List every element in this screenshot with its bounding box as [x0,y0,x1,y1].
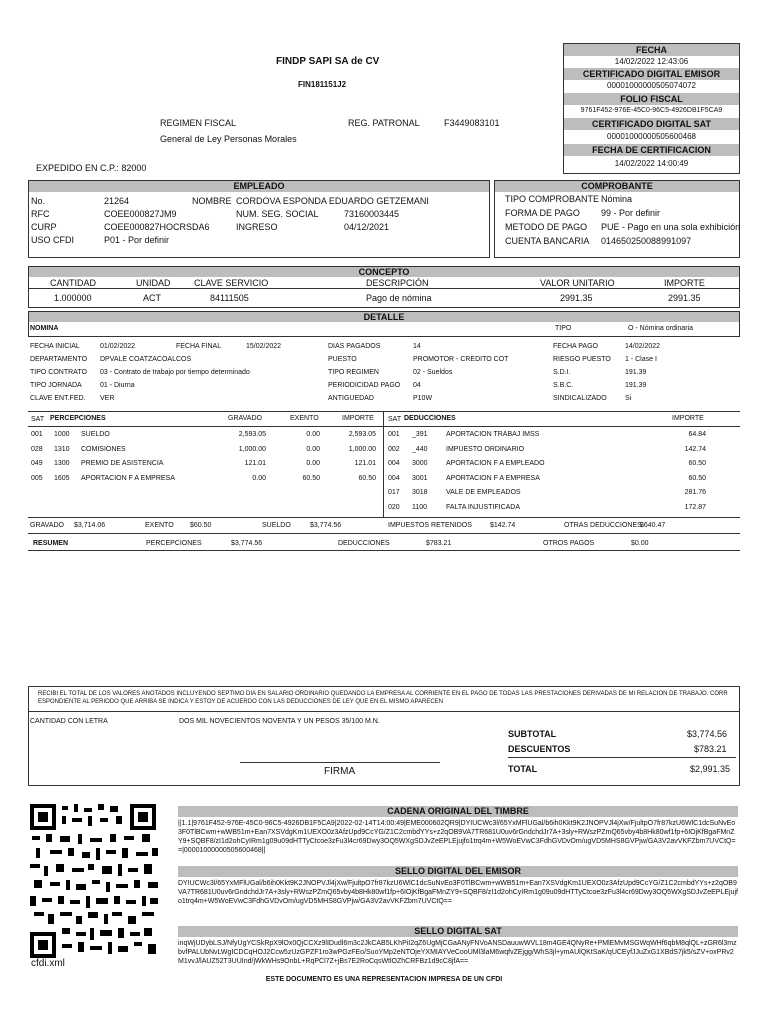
regimen-value: General de Ley Personas Morales [160,134,297,144]
fecha-cert-value: 14/02/2022 14:00:49 [614,159,689,168]
percepcion-cell: 028 [31,445,43,453]
cert-sat-value: 00001000000505600468 [607,132,696,141]
deduccion-cell: 002 [388,445,400,453]
percepcion-cell: 001 [31,431,43,438]
percepcion-cell: SUELDO [81,431,110,438]
resumen-otros: $0.00 [631,540,649,547]
nombre-value: CORDOVA ESPONDA EDUARDO GETZEMANI [236,196,429,206]
sbc-label: S.B.C. [553,382,574,389]
tot-otras: $640.47 [640,522,666,529]
total-value: $2,991.35 [690,764,731,774]
percepcion-cell: COMISIONES [81,445,126,453]
descuentos-value: $783.21 [694,744,727,754]
perc-gravado-label: GRAVADO [228,415,262,422]
percepcion-cell: 60.50 [302,474,320,482]
fecha-cert-label: FECHA DE CERTIFICACION [564,144,739,156]
ingreso-value: 04/12/2021 [344,222,390,232]
folio-value: 9761F452-976E-45C0-96C5-4926DB1F5CA9 [580,107,723,114]
detalle-title: DETALLE [29,312,739,322]
tipo-value: O - Nómina ordinaria [628,325,693,332]
curp-label: CURP [31,222,57,232]
tipo-comprobante-label: TIPO COMPROBANTE [505,194,600,204]
percepcion-cell: 0.00 [306,431,320,438]
emisor-text: DYIUCWc3l/65YxMFlUGal/b6ih0Kkt9K2JNOPVJl4jXw/FjultpO7fr87kzU6WlC1dcSuNvEo3F0TlBCwm+wWB51m+Ean7XSVdgKm1UEXO0z3AfzUpd9CcYG/Z1C2cmbdYYs+z2qOB9VA7TR681U0uv6rGndchdJr7A+3sly+RWszPZmQ65vby4b8Hk80wf1fp+6IOjKfBgaFMnZY9+SQBF8/zI1d2ohCyIRm1g09u09dHTTyCtcoe3zFu3l4cr69Dwy3OQ5WXgSDJvZeEPLEjujfo1trq4m+W5WoEVwC3FdhGVDvOm/ugVD5MHS8GVPjw/GA3V2avVKFZbm7UVCtQ== [178,880,738,905]
nombre-label: NOMBRE [192,196,232,206]
tot-gravado-label: GRAVADO [30,522,64,529]
percepcion-cell: 1,000.00 [238,445,266,453]
company-name: FINDP SAPI SA de CV [276,56,380,67]
nss-value: 73160003445 [344,209,400,219]
dias-value: 14 [413,343,421,350]
qr-code-icon [30,804,160,958]
deduccion-cell: 017 [388,489,400,496]
riesgo-value: 1 - Clase I [625,356,657,363]
deduccion-cell: 3000 [412,460,428,467]
antiguedad-label: ANTIGUEDAD [328,395,374,402]
fecha-value: 14/02/2022 12:43:06 [614,57,689,66]
concepto-h-importe: IMPORTE [664,278,705,288]
riesgo-label: RIESGO PUESTO [553,356,611,363]
percepcion-cell: 1605 [54,474,70,482]
deduccion-cell: 172.87 [684,503,706,511]
cuenta-label: CUENTA BANCARIA [505,236,590,246]
tipo-regimen-label: TIPO REGIMEN [328,369,379,376]
deduccion-cell: 001 [388,431,400,438]
deduccion-cell: 142.74 [684,445,706,453]
nss-label: NUM. SEG. SOCIAL [236,209,319,219]
deduccion-cell: APORTACION TRABAJ IMSS [446,431,540,438]
percepcion-cell: PREMIO DE ASISTENCIA [81,460,164,467]
deduccion-cell: _440 [412,445,428,453]
forma-pago-value: 99 - Por definir [601,208,661,218]
fecha-inicial: 01/02/2022 [100,343,136,350]
ded-importe-label: IMPORTE [672,415,704,422]
percepcion-cell: 0.00 [306,460,320,467]
tipo-comprobante-value: Nómina [601,194,633,204]
concepto-cantidad: 1.000000 [54,293,92,303]
uso-label: USO CFDI [31,235,75,245]
tot-sueldo-label: SUELDO [262,522,291,529]
fecha-pago-label: FECHA PAGO [553,343,598,350]
sindicalizado-label: SINDICALIZADO [553,395,607,402]
resumen-perc: $3,774.56 [231,540,263,547]
tipo-label: TIPO [555,325,572,332]
concepto-h-descripcion: DESCRIPCIÓN [366,278,429,288]
deduccion-cell: 60.50 [688,460,706,467]
perc-ded-divider [383,411,384,517]
concepto-unidad: ACT [143,293,161,303]
deduccion-cell: 3001 [412,474,428,482]
cfdi-xml-link[interactable]: cfdi.xml [31,958,65,969]
percepcion-cell: 1300 [54,460,70,467]
subtotal-value: $3,774.56 [687,729,728,739]
comprobante-title: COMPROBANTE [495,181,739,192]
perc-importe-label: IMPORTE [342,415,374,422]
depto-value: DPVALE COATZACOALCOS [100,356,192,363]
deduccion-cell: 281.76 [684,489,706,496]
tot-gravado: $3,714.06 [74,522,106,529]
puesto-label: PUESTO [328,356,357,363]
percepcion-cell: 60.50 [358,474,376,482]
company-rfc: FIN181151J2 [298,80,347,89]
deduccion-cell: 004 [388,460,400,467]
cert-emisor-value: 00001000000505074072 [607,81,696,90]
cert-emisor-label: CERTIFICADO DIGITAL EMISOR [564,68,739,80]
percepcion-cell: 2,593.05 [238,431,266,438]
firma-label: FIRMA [324,766,356,777]
perc-exento-label: EXENTO [290,415,319,422]
tot-impret: $142.74 [490,522,516,529]
uso-value: P01 - Por definir [104,235,170,245]
tot-impret-label: IMPUESTOS RETENIDOS [388,522,472,529]
deduccion-cell: APORTACION F A EMPLEADO [446,460,545,467]
cuenta-value: 014650250088991097 [601,236,692,246]
percepcion-cell: 1310 [54,445,70,453]
jornada-label: TIPO JORNADA [30,382,82,389]
tot-exento-label: EXENTO [145,522,174,529]
cantidad-letra-label: CANTIDAD CON LETRA [30,718,108,725]
concepto-h-unidad: UNIDAD [136,278,171,288]
percepcion-cell: 1000 [54,431,70,438]
sdi-label: S.D.I. [553,369,571,376]
deduccion-cell: VALE DE EMPLEADOS [446,489,521,496]
percepcion-cell: 121.01 [244,460,266,467]
subtotal-label: SUBTOTAL [508,729,557,739]
impresa-note: ESTE DOCUMENTO ES UNA REPRESENTACION IMPRESA DE UN CFDI [265,976,503,983]
deduccion-cell: 64.84 [688,431,706,438]
tot-otras-label: OTRAS DEDUCCIONES [564,522,642,529]
reg-patronal-value: F3449083101 [444,118,500,128]
descuentos-label: DESCUENTOS [508,744,571,754]
percepcion-cell: 121.01 [354,460,376,467]
clave-ent-label: CLAVE ENT.FED. [30,395,86,402]
deduccion-cell: FALTA INJUSTIFICADA [446,503,521,511]
emisor-title: SELLO DIGITAL DEL EMISOR [178,866,738,877]
resumen-ded: $783.21 [426,540,452,547]
puesto-value: PROMOTOR - CREDITO COT [413,356,509,363]
dias-label: DIAS PAGADOS [328,343,381,350]
tipo-regimen-value: 02 - Sueldos [413,369,453,376]
resumen-ded-label: DEDUCCIONES [338,540,390,547]
folio-label: FOLIO FISCAL [564,93,739,105]
nomina-label: NOMINA [30,325,59,332]
reg-patronal-label: REG. PATRONAL [348,118,420,128]
perc-sat-label: SAT [31,416,45,423]
perc-title: PERCEPCIONES [50,415,106,422]
cadena-title: CADENA ORIGINAL DEL TIMBRE [178,806,738,817]
deduccion-cell: 004 [388,474,400,482]
sdi-value: 191.39 [625,369,647,376]
concepto-h-clave: CLAVE SERVICIO [194,278,269,288]
deduccion-cell: 020 [388,503,400,511]
no-label: No. [31,196,46,206]
deduccion-cell: _391 [412,431,428,438]
percepcion-cell: 2,593.05 [348,431,376,438]
jornada-value: 01 - Diurna [100,382,135,389]
contrato-value: 03 - Contrato de trabajo por tiempo determinado [100,369,250,376]
tot-exento: $60.50 [190,522,212,529]
resumen-otros-label: OTROS PAGOS [543,540,595,547]
recibi-text: RECIBI EL TOTAL DE LOS VALORES ANOTADOS INCLUYENDO SEPTIMO DIA EN SALARIO ORDINARIO QUEDANDO LA EMPRESA AL CORRIENTE EN EL PAGO DE TODAS LAS PRESTACIONES DERIVADAS DE MI RELACION DE TRABAJO. CORRESPONDIENTE AL PERIODO QUE ARRIBA SE INDICA Y ESTOY DE ACUERDO CON LAS DEDUCCIONES DE LEY QUE EN EL MISMO APARECEN [38,691,728,705]
deduccion-cell: 60.50 [688,474,706,482]
no-value: 21264 [104,196,130,206]
sindicalizado-value: Si [625,395,632,402]
percepcion-cell: 049 [31,460,43,467]
percepcion-cell: 0.00 [252,474,266,482]
empleado-title: EMPLEADO [29,181,489,192]
rfc-label: RFC [31,209,50,219]
resumen-perc-label: PERCEPCIONES [146,540,202,547]
total-label: TOTAL [508,764,538,774]
metodo-pago-label: METODO DE PAGO [505,222,588,232]
fecha-final: 15/02/2022 [246,343,282,350]
concepto-h-cantidad: CANTIDAD [50,278,97,288]
concepto-importe: 2991.35 [668,293,701,303]
deduccion-cell: 3018 [412,489,428,496]
expedido: EXPEDIDO EN C.P.: 82000 [36,163,147,173]
resumen-label: RESUMEN [33,540,69,547]
antiguedad-value: P10W [413,395,433,402]
percepcion-cell: 005 [31,474,43,482]
depto-label: DEPARTAMENTO [30,356,88,363]
sbc-value: 191.39 [625,382,647,389]
concepto-h-valor: VALOR UNITARIO [540,278,615,288]
fecha-inicial-label: FECHA INICIAL [30,343,80,350]
deduccion-cell: APORTACION F A EMPRESA [446,474,540,482]
cadena-text: ||1.1|9761F452-976E-45C0-96C5-4926DB1F5CA9|2022-02-14T14:00:49|EME000602QR9|DYIUCWc3l/65YxMFlUGal/b6ih0Kkt9K2JNOPVJl4jXw/FjultpO7fr87kzU6WlC1dcSuNvEo3F0TlBCwm+wWB51m+Ean7XSVdgKm1UEXO0z3AfzUpd9CcYG/Z1C2cmbdYYs+z2qOB9VA7TR681U0uv6rGndchdJr7A+3sly+RWszPZmQ65vby4b8Hk80wf1fp+6IOjKfBgaFMnZY9+SQBF8/zI1d2ohCyIRm1g09u09dHTTyCtcoe3zFu3l4cr69Dwy3OQ5WXgSDJvZeEPLEjujfo1trq4m+W5WoEVwC3FdhGVDvOm/ugVD5MHS8GVPjw/GA3V2avVKFZbm7UVCtQ==|00001000000505600468|| [178,820,736,854]
sat-text: inqWjUDybLSJ/NfyUgYCSkRpX9lOx0QjCCXz9lIDudl6m3c2JkCAB5LKhPiI2qZ6UgMjCGaANyFNVoANSDauuwWVL18m4GE4QNyRe+PMlEMvMSGWqWHf6qbM8qlQL+zGR6l3mzbvfPALUbNvLWgICDCqHOJ2Ccw5zUzGPZF1ro3wPGzFEo/SuoYMp2eNTOjeYXMIAYVeCooUMl3laM6wqfvZEjgg/WhS3jl+ymAUlQKtSaK/qUCEyfJJuZxG1XBdS7jk5/sZV+oxPRv2M1vvJ/lAUZ52T3UUInd/jWkWHs9OnbL+RqPCl7Z+jBs7E2RoCqsWtlOZhCRFBz1d9cC8jfA== [178,940,737,965]
sat-title: SELLO DIGITAL SAT [178,926,738,937]
fecha-final-label: FECHA FINAL [176,343,222,350]
fecha-label: FECHA [564,44,739,56]
cantidad-letra-value: DOS MIL NOVECIENTOS NOVENTA Y UN PESOS 35/100 M.N. [179,718,380,725]
periodicidad-label: PERIODICIDAD PAGO [328,382,401,389]
concepto-valor: 2991.35 [560,293,593,303]
metodo-pago-value: PUE - Pago en una sola exhibición [601,222,741,232]
rfc-value: COEE000827JM9 [104,209,177,219]
curp-value: COEE000827HOCRSDA6 [104,222,210,232]
concepto-descripcion: Pago de nómina [366,293,432,303]
periodicidad-value: 04 [413,382,421,389]
deduccion-cell: 1100 [412,503,428,511]
ded-sat-label: SAT [388,416,402,423]
percepcion-cell: APORTACION F A EMPRESA [81,474,175,482]
ingreso-label: INGRESO [236,222,278,232]
tot-sueldo: $3,774.56 [310,522,342,529]
percepcion-cell: 0.00 [306,445,320,453]
ded-title: DEDUCCIONES [404,415,456,422]
percepcion-cell: 1,000.00 [348,445,376,453]
cert-sat-label: CERTIFICADO DIGITAL SAT [564,118,739,130]
clave-ent-value: VER [100,395,115,402]
contrato-label: TIPO CONTRATO [30,369,87,376]
forma-pago-label: FORMA DE PAGO [505,208,580,218]
fecha-pago: 14/02/2022 [625,343,661,350]
concepto-clave: 84111505 [210,293,249,303]
deduccion-cell: IMPUESTO ORDINARIO [446,445,525,453]
concepto-title: CONCEPTO [29,267,739,277]
regimen-label: REGIMEN FISCAL [160,118,237,128]
